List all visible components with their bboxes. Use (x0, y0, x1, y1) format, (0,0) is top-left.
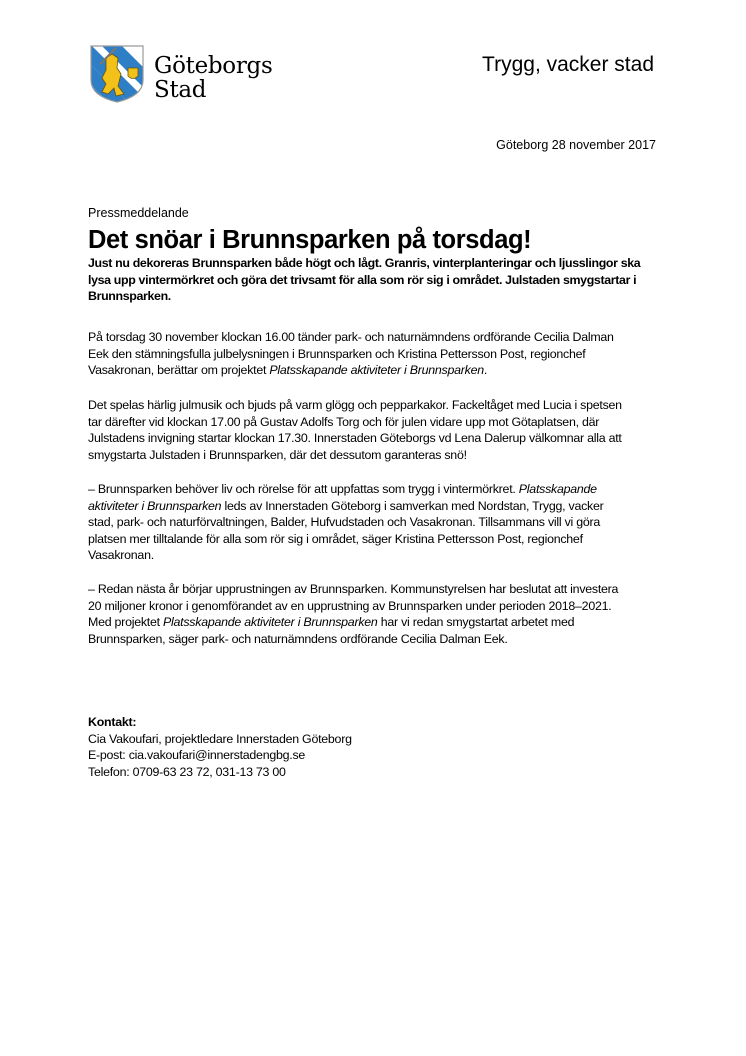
text: har vi redan smygstartat arbetet med (377, 615, 575, 630)
logo-text-line-1: Göteborgs (154, 53, 273, 79)
text: Vasakronan, berättar om projektet (88, 363, 270, 378)
paragraph-line (88, 531, 604, 548)
paragraph-line (88, 581, 618, 598)
paragraph-line (88, 481, 604, 498)
text: smygstarta Julstaden i Brunnsparken, där det dessutom garanteras snö! (88, 447, 467, 462)
paragraph-line (88, 614, 618, 631)
text: leds av Innerstaden Göteborg i samverkan med Nordstan, Trygg, vacker (221, 498, 604, 513)
paragraph-line (88, 397, 622, 414)
paragraph-line (88, 598, 618, 615)
text: – Brunnsparken behöver liv och rörelse för att uppfattas som trygg i vintermörkret. (88, 482, 519, 496)
text: Just nu dekoreras Brunnsparken både högt och lågt. Granris, vinterplanteringar och ljusslingor ska (88, 256, 641, 270)
text: Julstadens invigning startar klockan 17.30. Innerstaden Göteborgs vd Lena Dalerup välkomnar alla att (88, 431, 622, 446)
page-title: Det snöar i Brunnsparken på torsdag! (88, 226, 532, 254)
lead-paragraph (88, 255, 640, 305)
paragraph-line (88, 547, 604, 564)
paragraph-line (88, 430, 622, 447)
paragraph (88, 397, 622, 463)
text: lysa upp vintermörkret och göra det trivsamt för alla som rör sig i området. Julstaden smygstartar i (88, 272, 637, 287)
text: Vasakronan. (88, 548, 154, 563)
paragraph (88, 329, 614, 379)
logo-text-line-2: Stad (154, 77, 207, 103)
contact-email: E-post: cia.vakoufari@innerstadengbg.se (88, 748, 306, 763)
paragraph-line (88, 288, 640, 305)
text: Med projektet (88, 615, 164, 630)
paragraph-line (88, 329, 614, 346)
document-date: Göteborg 28 november 2017 (496, 138, 656, 152)
paragraph-line (88, 272, 640, 289)
text: Det spelas härlig julmusik och bjuds på varm glögg och pepparkakor. Fackeltåget med Lucia i spetsen (88, 398, 622, 412)
contact-heading: Kontakt: (88, 715, 137, 729)
paragraph-line (88, 498, 604, 515)
text: Brunnsparken, säger park- och naturnämndens ordförande Cecilia Dalman Eek. (88, 631, 508, 646)
contact-phone: Telefon: 0709-63 23 72, 031-13 73 00 (88, 764, 286, 779)
paragraph-line (88, 346, 614, 363)
text: tar därefter vid klockan 17.00 på Gustav Adolfs Torg och för julen vidare upp mot Götaplatsen, där (88, 414, 600, 429)
paragraph (88, 481, 604, 564)
text: . (483, 363, 488, 378)
paragraph-line (88, 362, 614, 379)
text: 20 miljoner kronor i genomförandet av en upprustning av Brunnsparken under perioden 2018–2021. (88, 598, 612, 613)
text: Brunnsparken. (88, 289, 171, 304)
text: platsen mer tilltalande för alla som rör sig i området, säger Kristina Pettersson Post, regionchef (88, 531, 583, 546)
italic-text: Platsskapande (518, 482, 597, 496)
text: Eek den stämningsfulla julbelysningen i Brunnsparken och Kristina Pettersson Post, regionchef (88, 346, 586, 361)
paragraph-line (88, 414, 622, 431)
document-type: Pressmeddelande (88, 206, 189, 220)
text: stad, park- och naturförvaltningen, Balder, Hufvudstaden och Vasakronan. Tillsammans vill vi göra (88, 515, 601, 530)
text: På torsdag 30 november klockan 16.00 tänder park- och naturnämndens ordförande Cecilia Dalman (88, 330, 614, 344)
coat-of-arms-icon (88, 42, 146, 104)
paragraph-line (88, 447, 622, 464)
text: – Redan nästa år börjar upprustningen av Brunnsparken. Kommunstyrelsen har beslutat att investera (88, 582, 619, 596)
paragraph (88, 581, 618, 647)
italic-text: Platsskapande aktiviteter i Brunnsparken (163, 615, 378, 630)
paragraph-line (88, 631, 618, 648)
tagline: Trygg, vacker stad (482, 53, 654, 76)
paragraph-line (88, 514, 604, 531)
italic-text: Platsskapande aktiviteter i Brunnsparken (269, 363, 484, 378)
goteborgs-stad-logo (88, 42, 278, 104)
contact-block (88, 714, 352, 780)
contact-name: Cia Vakoufari, projektledare Innerstaden Göteborg (88, 731, 352, 746)
italic-text: aktiviteter i Brunnsparken (88, 498, 222, 513)
paragraph-line (88, 255, 640, 272)
